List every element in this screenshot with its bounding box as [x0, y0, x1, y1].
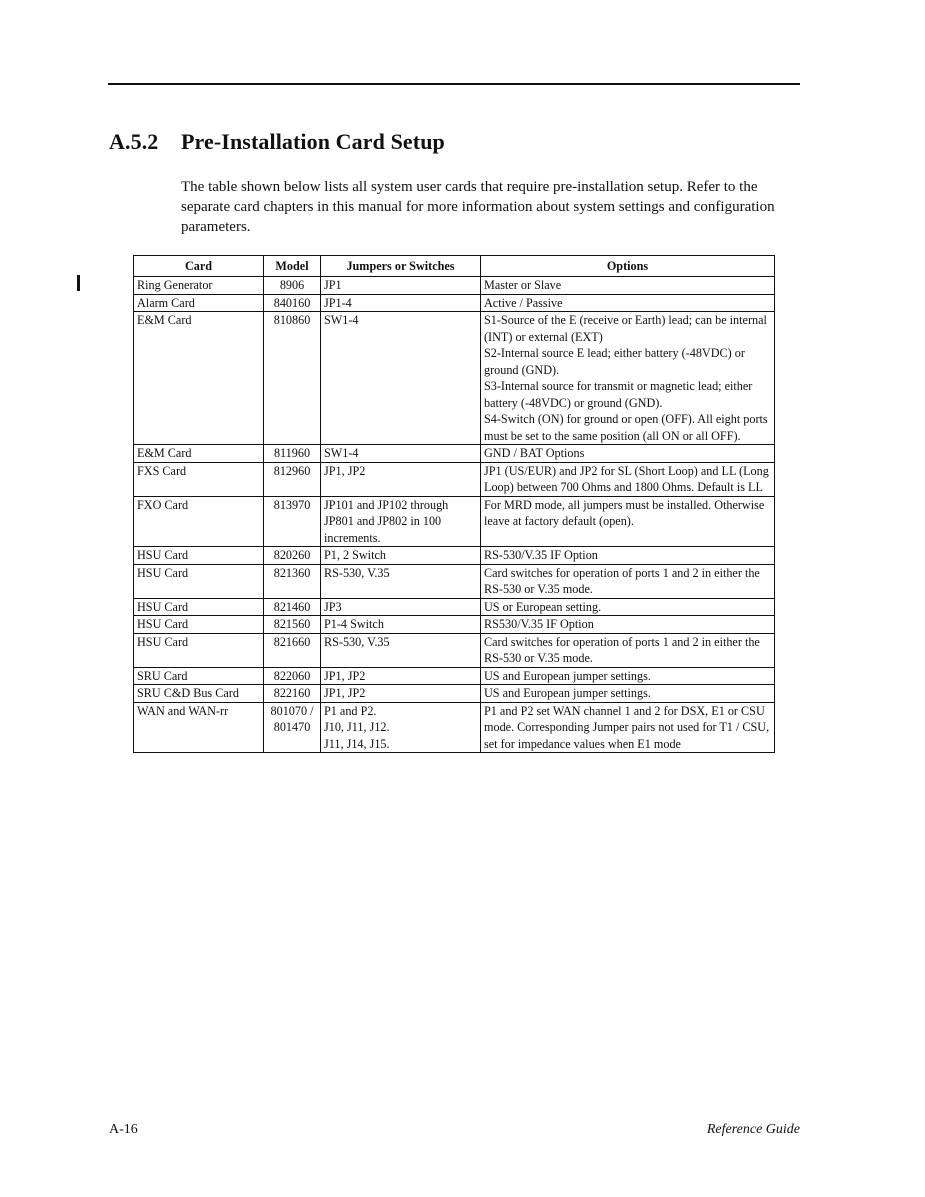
- cell-model-line: 822160: [273, 686, 311, 700]
- cell-options-line: GND / BAT Options: [484, 446, 585, 460]
- cell-model: [264, 616, 321, 634]
- cell-options-line: JP1 (US/EUR) and JP2 for SL (Short Loop) and LL (Long Loop) between 700 Ohms and 1800 Ohms. Default is LL: [484, 463, 769, 494]
- cell-model: [264, 564, 321, 598]
- cell-jumpers-line: JP3: [324, 599, 342, 614]
- header-options: Options: [481, 256, 775, 277]
- cell-jumpers: [321, 667, 481, 685]
- cell-options-line: S1-Source of the E (receive or Earth) lead; can be internal (INT) or external (EXT): [484, 313, 767, 344]
- cell-options-line: Master or Slave: [484, 278, 562, 292]
- cell-options-line: RS530/V.35 IF Option: [484, 617, 594, 631]
- cell-options-line: US and European jumper settings.: [484, 668, 651, 683]
- cell-jumpers-line: JP1, JP2: [324, 686, 366, 700]
- cell-options-line: P1 and P2 set WAN channel 1 and 2 for DSX, E1 or CSU mode. Corresponding Jumper pairs not used for T1 / CSU, set for impedance values when E1 mode: [484, 703, 770, 751]
- table-body: [134, 277, 775, 753]
- cell-model: [264, 496, 321, 547]
- page-number: A-16: [109, 1122, 138, 1137]
- cell-model: [264, 312, 321, 445]
- table-header-row: [134, 256, 775, 277]
- cell-options-line: S3-Internal source for transmit or magnetic lead; either battery (-48VDC) or ground (GND).: [484, 379, 753, 410]
- section-number: A.5.2: [109, 129, 159, 154]
- section-heading: [109, 129, 445, 155]
- cell-options: [481, 702, 775, 753]
- table-row: [134, 547, 775, 565]
- cell-jumpers-line: P1-4 Switch: [324, 617, 384, 631]
- table-row: [134, 685, 775, 703]
- cell-card: SRU Card: [134, 667, 264, 685]
- cell-model-line: 822060: [273, 668, 311, 683]
- cell-jumpers: [321, 702, 481, 753]
- cell-jumpers: [321, 277, 481, 295]
- cell-jumpers: [321, 616, 481, 634]
- cell-options: [481, 598, 775, 616]
- table-row: [134, 294, 775, 312]
- table-row: [134, 667, 775, 685]
- cell-card: E&M Card: [134, 312, 264, 445]
- cell-jumpers-line: JP1, JP2: [324, 668, 366, 683]
- cell-options-line: Active / Passive: [484, 295, 563, 310]
- cell-model-line: 811960: [273, 446, 311, 460]
- cell-card: HSU Card: [134, 598, 264, 616]
- cell-jumpers-line: RS-530, V.35: [324, 565, 390, 580]
- cell-jumpers-line: JP1: [324, 278, 342, 292]
- card-setup-table: [133, 255, 775, 753]
- cell-model: [264, 277, 321, 295]
- cell-card: HSU Card: [134, 616, 264, 634]
- cell-jumpers: [321, 462, 481, 496]
- cell-options-line: US and European jumper settings.: [484, 686, 651, 700]
- table-row: [134, 616, 775, 634]
- cell-model: [264, 462, 321, 496]
- cell-jumpers-line: JP101 and JP102 through JP801 and JP802 in 100 increments.: [324, 497, 449, 545]
- cell-jumpers-line: RS-530, V.35: [324, 634, 390, 649]
- cell-jumpers-line: P1, 2 Switch: [324, 548, 386, 562]
- cell-card: FXS Card: [134, 462, 264, 496]
- cell-options: [481, 294, 775, 312]
- cell-jumpers: [321, 633, 481, 667]
- change-bar: [77, 275, 80, 291]
- cell-model-line: 821460: [273, 599, 311, 614]
- cell-jumpers-line: SW1-4: [324, 313, 359, 327]
- cell-options: [481, 277, 775, 295]
- table-row: [134, 445, 775, 463]
- header-model: Model: [264, 256, 321, 277]
- cell-model-line: 840160: [273, 295, 311, 310]
- cell-model: [264, 547, 321, 565]
- cell-model: [264, 667, 321, 685]
- cell-options: [481, 564, 775, 598]
- cell-model-line: 820260: [273, 548, 311, 562]
- cell-jumpers: [321, 685, 481, 703]
- cell-jumpers-line: JP1, JP2: [324, 463, 366, 478]
- cell-options: [481, 445, 775, 463]
- header-jumpers: Jumpers or Switches: [321, 256, 481, 277]
- cell-card: SRU C&D Bus Card: [134, 685, 264, 703]
- cell-model-line: 813970: [273, 497, 311, 512]
- cell-options-line: For MRD mode, all jumpers must be installed. Otherwise leave at factory default (open).: [484, 497, 765, 528]
- cell-model: [264, 598, 321, 616]
- table-row: [134, 496, 775, 547]
- cell-jumpers: [321, 547, 481, 565]
- cell-jumpers-line: SW1-4: [324, 446, 359, 460]
- table-row: [134, 702, 775, 753]
- cell-model-line: 810860: [273, 313, 311, 327]
- cell-model: [264, 445, 321, 463]
- table-row: [134, 462, 775, 496]
- cell-model-line: 8906: [279, 278, 305, 292]
- cell-model-line: 821660: [273, 634, 311, 649]
- cell-model-line: 821360: [273, 565, 311, 580]
- section-title: Pre-Installation Card Setup: [181, 129, 445, 154]
- cell-options: [481, 667, 775, 685]
- cell-model: [264, 633, 321, 667]
- cell-jumpers: [321, 294, 481, 312]
- table-row: [134, 598, 775, 616]
- cell-card: Alarm Card: [134, 294, 264, 312]
- cell-options: [481, 312, 775, 445]
- cell-model-line: 801070 /: [270, 703, 314, 718]
- cell-options: [481, 462, 775, 496]
- cell-card: E&M Card: [134, 445, 264, 463]
- cell-model-line: 801470: [273, 720, 311, 734]
- table-row: [134, 564, 775, 598]
- table-row: [134, 633, 775, 667]
- cell-options-line: S4-Switch (ON) for ground or open (OFF). All eight ports must be set to the same position (all ON or all OFF).: [484, 412, 768, 443]
- cell-options: [481, 496, 775, 547]
- cell-options: [481, 685, 775, 703]
- cell-card: HSU Card: [134, 564, 264, 598]
- cell-jumpers: [321, 445, 481, 463]
- cell-card: FXO Card: [134, 496, 264, 547]
- cell-options: [481, 547, 775, 565]
- cell-options-line: RS-530/V.35 IF Option: [484, 548, 598, 562]
- cell-card: WAN and WAN-rr: [134, 702, 264, 753]
- cell-jumpers: [321, 564, 481, 598]
- cell-jumpers-line: J11, J14, J15.: [324, 736, 390, 751]
- cell-model: [264, 685, 321, 703]
- cell-jumpers: [321, 496, 481, 547]
- intro-paragraph: The table shown below lists all system user cards that require pre-installation setup. Refer to the separate card chapters in this manual for more information about system settings and configuration parameters.: [181, 179, 775, 235]
- cell-options-line: US or European setting.: [484, 599, 602, 614]
- table-row: [134, 312, 775, 445]
- cell-jumpers-line: J10, J11, J12.: [324, 720, 390, 734]
- cell-card: HSU Card: [134, 633, 264, 667]
- table-row: [134, 277, 775, 295]
- cell-model-line: 812960: [273, 463, 311, 478]
- cell-jumpers: [321, 598, 481, 616]
- cell-jumpers-line: JP1-4: [324, 295, 352, 310]
- cell-options: [481, 616, 775, 634]
- cell-jumpers: [321, 312, 481, 445]
- cell-card: HSU Card: [134, 547, 264, 565]
- cell-model: [264, 702, 321, 753]
- header-card: Card: [134, 256, 264, 277]
- footer-guide-title: Reference Guide: [706, 1122, 800, 1137]
- cell-model-line: 821560: [273, 617, 311, 631]
- cell-options-line: Card switches for operation of ports 1 and 2 in either the RS-530 or V.35 mode.: [484, 634, 760, 665]
- cell-options: [481, 633, 775, 667]
- cell-jumpers-line: P1 and P2.: [324, 703, 377, 718]
- cell-card: Ring Generator: [134, 277, 264, 295]
- cell-model: [264, 294, 321, 312]
- cell-options-line: Card switches for operation of ports 1 and 2 in either the RS-530 or V.35 mode.: [484, 565, 760, 596]
- cell-options-line: S2-Internal source E lead; either battery (-48VDC) or ground (GND).: [484, 346, 745, 377]
- top-rule: [108, 83, 800, 85]
